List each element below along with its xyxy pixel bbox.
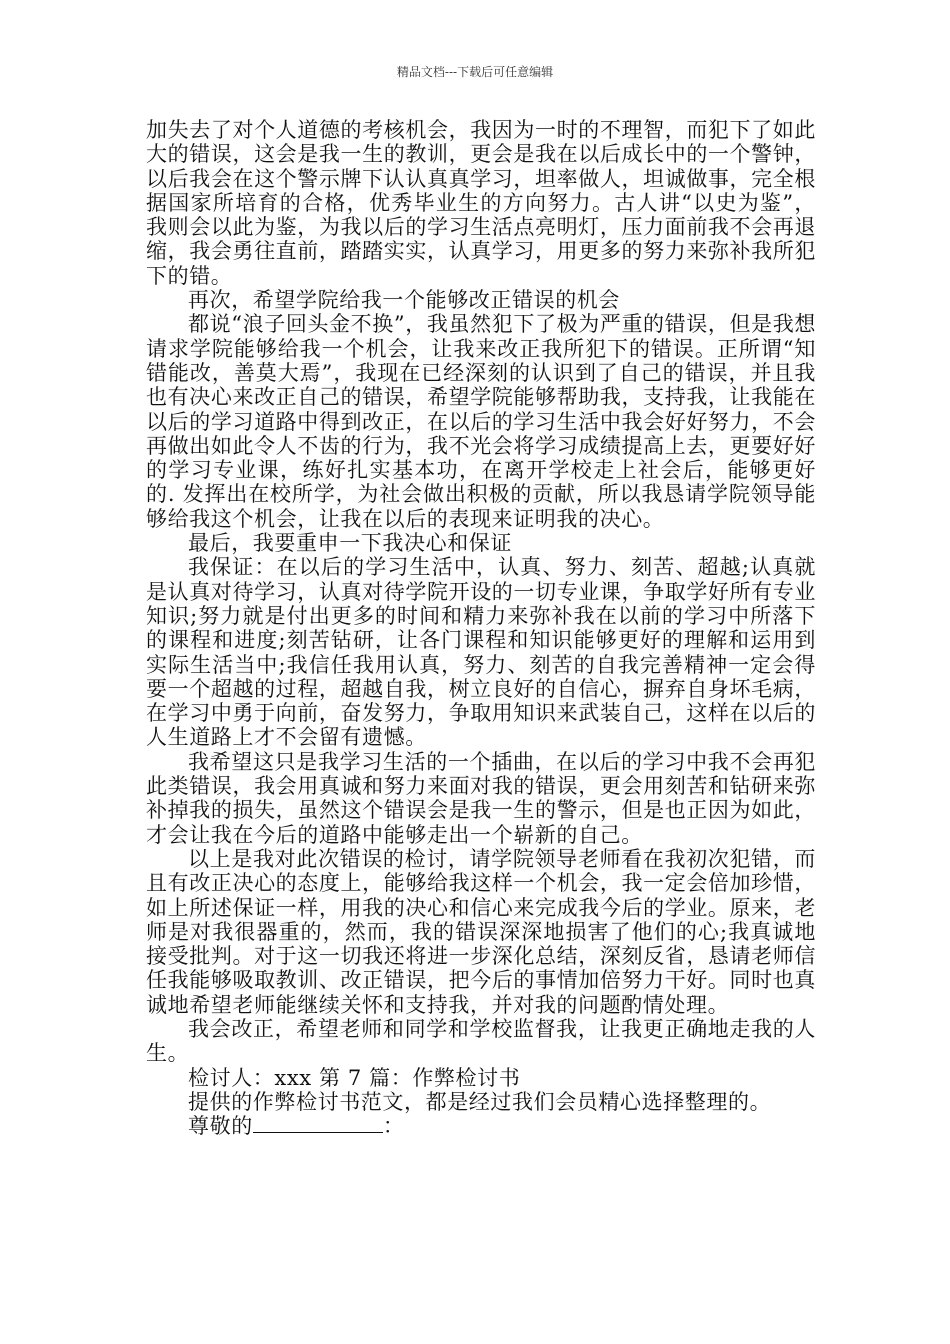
paragraph-8: 我会改正，希望老师和同学和学校监督我，让我更正确地走我的人生。	[146, 1016, 816, 1066]
paragraph-4-heading: 最后，我要重申一下我决心和保证	[188, 531, 512, 556]
paragraph-9-signature: 检讨人：xxx 第 7 篇：作弊检讨书	[188, 1065, 521, 1090]
page-header: 精品文档---下载后可任意编辑	[396, 65, 554, 79]
salutation-line	[146, 1114, 816, 1138]
salutation-suffix: ：	[382, 1114, 405, 1139]
salutation-prefix: 尊敬的	[188, 1114, 253, 1139]
paragraph-3: 都说“浪子回头金不换”，我虽然犯下了极为严重的错误，但是我想请求学院能够给我一个机会，让我来改正我所犯下的错误。正所谓“知错能改，善莫大焉”，我现在已经深刻的认识到了自己的错误，并且我也有决心来改正自己的错误，希望学院能够帮助我，支持我，让我能在以后的学习道路中得到改正，在以后的学习生活中我会好好努力，不会再做出如此令人不齿的行为，我不光会将学习成绩提高上去，更要好好的学习专业课，练好扎实基本功，在离开学校走上社会后，能够更好的. 发挥出在校所学，为社会做出积极的贡献，所以我恳请学院领导能够给我这个机会，让我在以后的表现来证明我的决心。	[146, 312, 816, 531]
paragraph-2-heading: 再次，希望学院给我一个能够改正错误的机会	[188, 288, 620, 313]
document-body	[146, 118, 816, 1138]
paragraph-5: 我保证：在以后的学习生活中，认真、努力、刻苦、超越;认真就是认真对待学习，认真对待学院开设的一切专业课，争取学好所有专业知识;努力就是付出更多的时间和精力来弥补我在以前的学习中所落下的课程和进度;刻苦钻研，让各门课程和知识能够更好的理解和运用到实际生活当中;我信任我用认真，努力、刻苦的自我完善精神一定会得要一个超越的过程，超越自我，树立良好的自信心，摒弃自身坏毛病，在学习中勇于向前，奋发努力，争取用知识来武装自己，这样在以后的人生道路上才不会留有遗憾。	[146, 555, 816, 750]
salutation-blank	[253, 1114, 383, 1133]
paragraph-6: 我希望这只是我学习生活的一个插曲，在以后的学习中我不会再犯此类错误，我会用真诚和努力来面对我的错误，更会用刻苦和钻研来弥补掉我的损失，虽然这个错误会是我一生的警示，但是也正因为如此，才会让我在今后的道路中能够走出一个崭新的自己。	[146, 749, 816, 847]
paragraph-10: 提供的作弊检讨书范文，都是经过我们会员精心选择整理的。	[188, 1089, 772, 1114]
paragraph-1: 加失去了对个人道德的考核机会，我因为一时的不理智，而犯下了如此大的错误，这会是我一生的教训，更会是我在以后成长中的一个警钟，以后我会在这个警示牌下认认真真学习，坦率做人，坦诚做事，完全根据国家所培育的合格，优秀毕业生的方向努力。古人讲“以史为鉴”，我则会以此为鉴，为我以后的学习生活点亮明灯，压力面前我不会再退缩，我会勇往直前，踏踏实实，认真学习，用更多的努力来弥补我所犯下的错。	[146, 118, 816, 288]
paragraph-7: 以上是我对此次错误的检讨，请学院领导老师看在我初次犯错，而且有改正决心的态度上，能够给我这样一个机会，我一定会倍加珍惜，如上所述保证一样，用我的决心和信心来完成我今后的学业。原来，老师是对我很器重的，然而，我的错误深深地损害了他们的心;我真诚地接受批判。对于这一切我还将进一步深化总结，深刻反省，恳请老师信任我能够吸取教训、改正错误，把今后的事情加倍努力干好。同时也真诚地希望老师能继续关怀和支持我，并对我的问题酌情处理。	[146, 846, 816, 1017]
